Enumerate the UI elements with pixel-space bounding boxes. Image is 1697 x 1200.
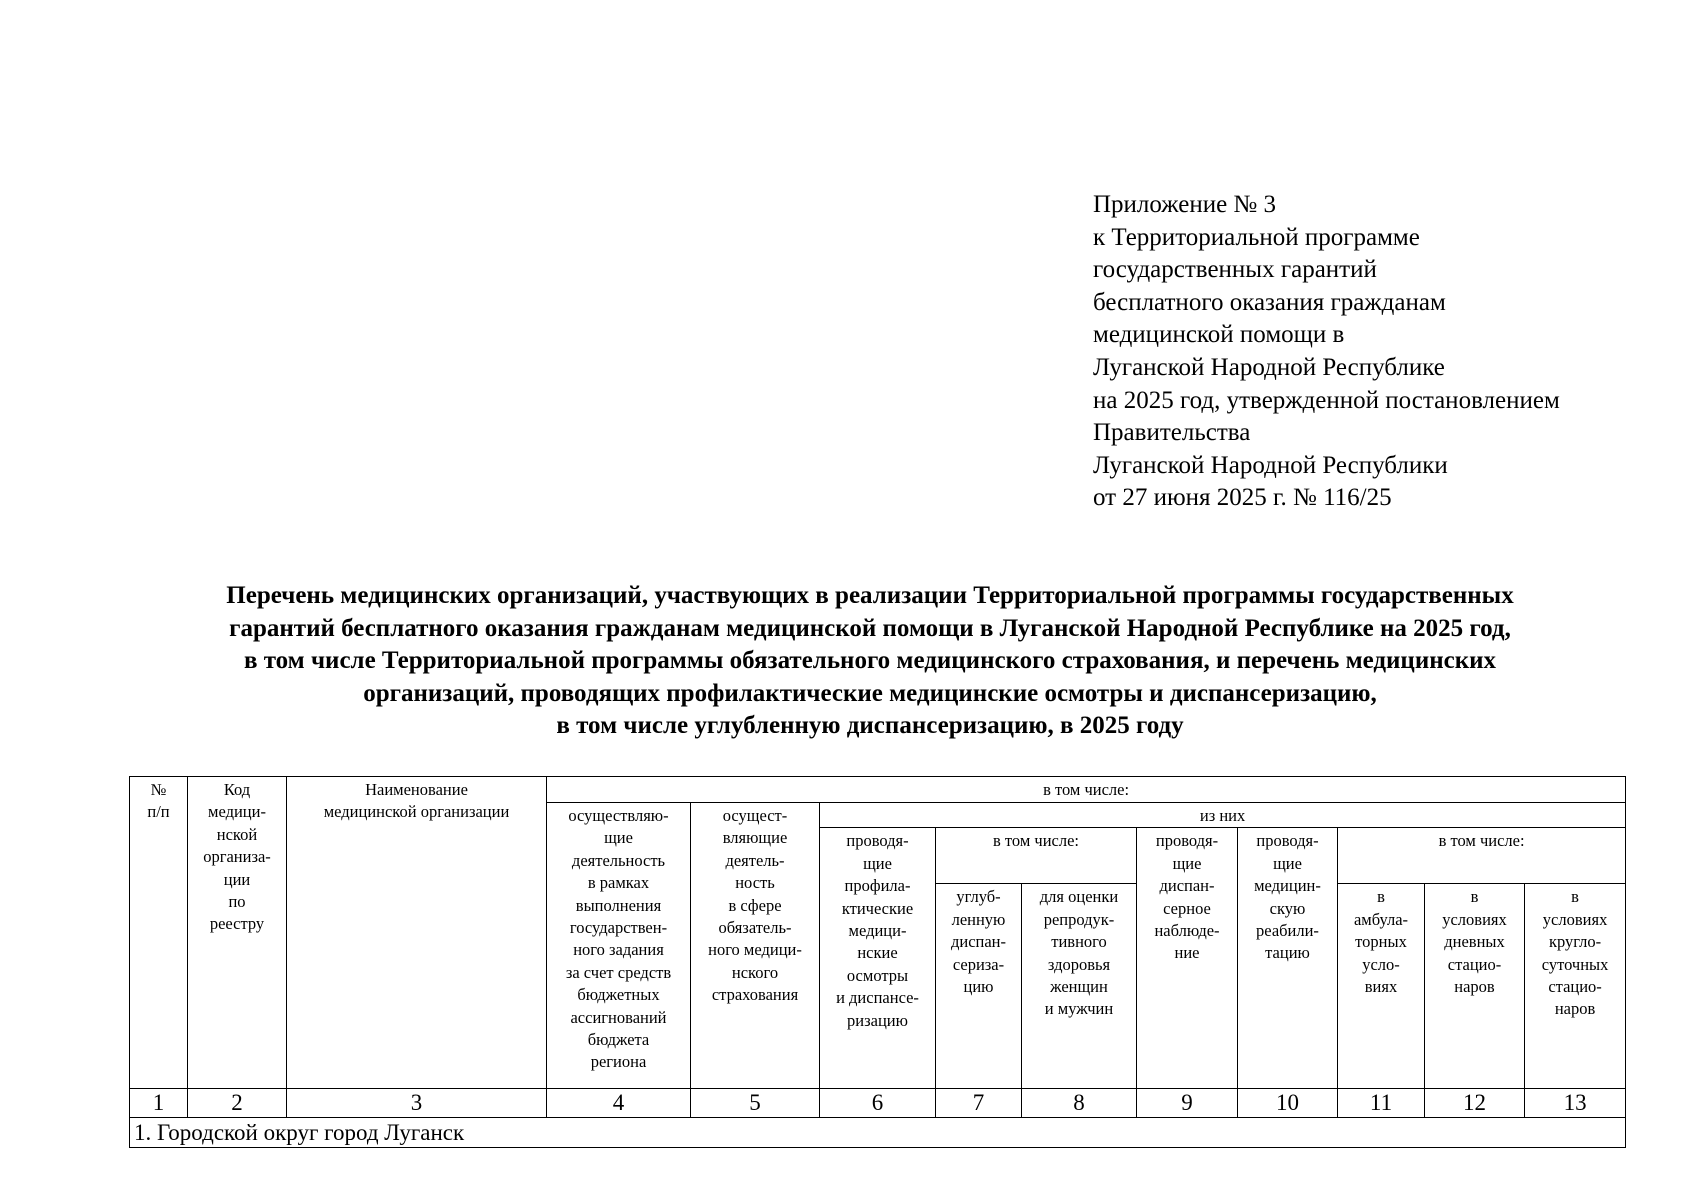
title-line: в том числе углубленную диспансеризацию, в 2025 году <box>556 712 1184 740</box>
header-dispensary-observation: проводя- щие диспан- серное наблюде- ние <box>1137 828 1238 1089</box>
appendix-line: бесплатного оказания гражданам <box>1093 288 1446 316</box>
header-including-group: в том числе: <box>547 777 1626 803</box>
header-deep-dispensarization: углуб- ленную диспан- сериза- цию <box>936 884 1022 1089</box>
column-number-cell: 13 <box>1525 1089 1626 1118</box>
header-organization-name: Наименование медицинской организации <box>287 777 547 1089</box>
document-title <box>120 580 1620 743</box>
appendix-line: на 2025 год, утвержденной постановлением <box>1093 386 1560 414</box>
header-of-them-group: из них <box>820 803 1626 828</box>
column-number-cell: 3 <box>287 1089 547 1118</box>
appendix-line: медицинской помощи в <box>1093 321 1345 349</box>
header-including-group-3: в том числе: <box>1338 828 1626 884</box>
header-budget-assignment: осуществляю- щие деятельность в рамках выполнения государствен- ного задания за счет средств бюджетных ассигнований бюджета региона <box>547 803 691 1089</box>
header-number: № п/п <box>130 777 188 1089</box>
appendix-line: от 27 июня 2025 г. № 116/25 <box>1093 484 1392 512</box>
appendix-line: к Территориальной программе <box>1093 223 1420 251</box>
header-preventive-exams: проводя- щие профила- ктические медици- нские осмотры и диспансе- ризацию <box>820 828 936 1089</box>
column-number-cell: 2 <box>188 1089 287 1118</box>
column-number-cell: 1 <box>130 1089 188 1118</box>
appendix-line: Луганской Народной Республики <box>1093 451 1448 479</box>
column-number-cell: 11 <box>1338 1089 1425 1118</box>
organizations-table <box>129 776 1626 1148</box>
appendix-line: государственных гарантий <box>1093 256 1377 284</box>
section-row-lugansk: 1. Городской округ город Луганск <box>130 1118 1626 1148</box>
title-line: гарантий бесплатного оказания гражданам медицинской помощи в Луганской Народной Республике на 2025 год, <box>229 614 1511 642</box>
column-number-cell: 7 <box>936 1089 1022 1118</box>
header-registry-code: Код медици- нской организа- ции по реестру <box>188 777 287 1089</box>
appendix-block <box>1093 189 1663 515</box>
title-line: в том числе Территориальной программы обязательного медицинского страхования, и перечень медицинских <box>243 647 1497 675</box>
appendix-line: Приложение № 3 <box>1093 191 1277 218</box>
header-day-hospital: в условиях дневных стацио- наров <box>1425 884 1525 1089</box>
column-number-cell: 10 <box>1238 1089 1338 1118</box>
header-medical-rehabilitation: проводя- щие медицин- скую реабили- тацию <box>1238 828 1338 1089</box>
column-number-cell: 4 <box>547 1089 691 1118</box>
column-number-cell: 5 <box>691 1089 820 1118</box>
appendix-line: Луганской Народной Республике <box>1093 353 1445 381</box>
title-line: Перечень медицинских организаций, участвующих в реализации Территориальной программы государственных <box>226 582 1514 609</box>
column-number-cell: 6 <box>820 1089 936 1118</box>
header-round-clock-hospital: в условиях кругло- суточных стацио- наров <box>1525 884 1626 1089</box>
header-reproductive-health: для оценки репродук- тивного здоровья женщин и мужчин <box>1022 884 1137 1089</box>
title-line: организаций, проводящих профилактические медицинские осмотры и диспансеризацию, <box>363 679 1377 707</box>
appendix-line: Правительства <box>1093 419 1251 447</box>
column-number-cell: 12 <box>1425 1089 1525 1118</box>
header-outpatient: в амбула- торных усло- виях <box>1338 884 1425 1089</box>
header-oms-activity: осущест- вляющие деятель- ность в сфере обязатель- ного медици- нского страхования <box>691 803 820 1089</box>
column-number-cell: 9 <box>1137 1089 1238 1118</box>
column-number-cell: 8 <box>1022 1089 1137 1118</box>
header-including-group-2: в том числе: <box>936 828 1137 884</box>
